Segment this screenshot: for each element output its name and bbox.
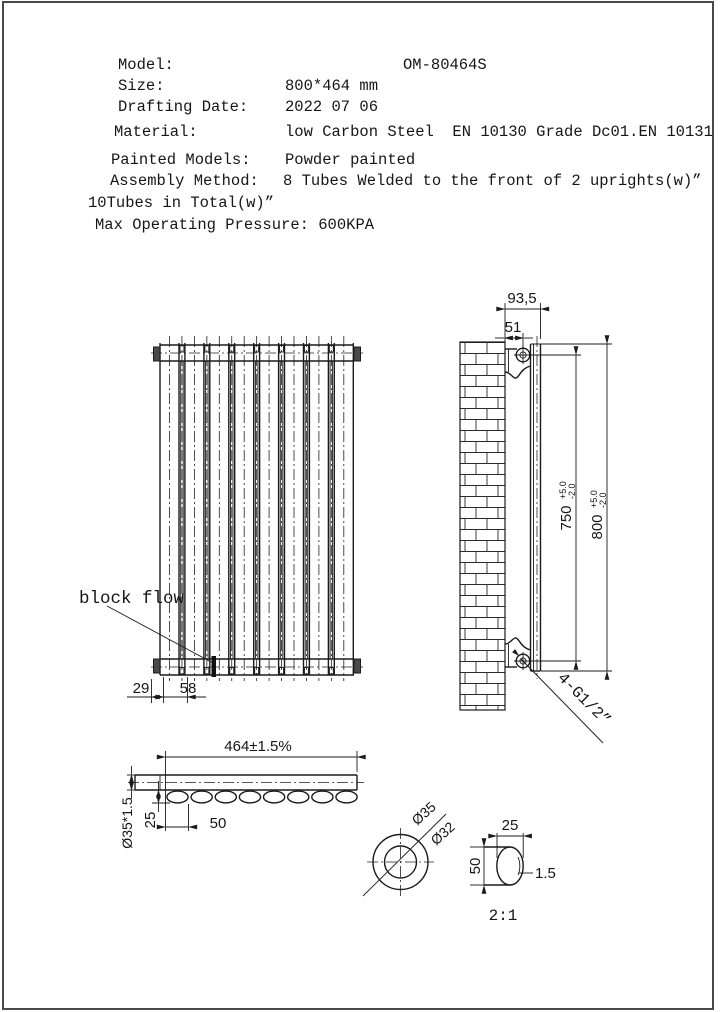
brick-wall [460,342,505,710]
dim-25-plan: 25 [142,811,159,829]
spec-value: low Carbon Steel EN 10130 Grade Dc01.EN 10131 [285,123,713,141]
spec-value: OM-80464S [403,56,487,74]
dim-dia-35: Ø35 [408,798,439,829]
spec-value: 800*464 mm [285,77,379,95]
side-view [460,290,614,743]
spec-label: Painted Models: [111,151,251,169]
spec-value: Powder painted [285,151,416,169]
dim-dia-32: Ø32 [427,818,458,849]
spec-label: Size: [118,77,165,95]
dim-25-oval: 25 [501,817,519,834]
dim-800: 800 [589,514,606,540]
spec-label: Model: [118,56,174,74]
dim-29: 29 [132,680,150,697]
plan-upright-dim [119,766,136,849]
dim-750-tol-minus: -2.0 [567,483,577,499]
detail-oval-section [467,817,556,925]
plan-pitch-dim [166,804,227,832]
dim-50-oval: 50 [467,857,484,875]
dim-750-tol-plus: +5.0 [558,481,568,499]
side-top-dims [495,290,541,349]
end-cap-bottom-left [154,659,161,673]
plan-view [119,738,364,849]
end-cap-top-right [354,347,361,361]
dim-1-5-wall: 1.5 [535,865,556,882]
spec-label: 10Tubes in Total(w)” [88,194,275,212]
flow-blocker-mark [212,656,217,677]
end-cap-bottom-right [354,659,361,673]
spec-value: 2022 07 06 [285,98,379,116]
spec-label: Max Operating Pressure: 600KPA [95,216,375,234]
dim-connection: 4-G1/2” [553,669,614,730]
wall-bracket-top [505,346,532,378]
detail-scale-label: 2:1 [488,907,518,925]
detail-circle-section [363,798,458,896]
wall-bracket-bottom [505,638,532,670]
side-tube-profile [531,336,541,679]
dim-tube-spec: Ø35*1.5 [119,797,135,849]
spec-label: Drafting Date: [118,98,249,116]
dim-464: 464±1.5% [224,738,292,755]
front-bottom-dims [127,677,206,703]
block-flow-label: block flow [79,589,185,609]
dim-50-plan: 50 [209,815,227,832]
dim-51: 51 [504,319,522,336]
spec-label: Assembly Method: [110,172,259,190]
plan-header-bar [128,775,364,790]
dim-800-tol-plus: +5.0 [589,490,599,508]
connection-callout [512,649,614,743]
plan-width-dim [166,738,358,831]
radiator-tubes [160,336,353,681]
dim-93-5: 93,5 [507,290,537,307]
dim-800-tol-minus: -2.0 [598,492,608,508]
side-height-dims [529,344,612,671]
plan-tube-ellipses [167,791,357,803]
front-view [79,336,363,703]
dim-58: 58 [179,680,197,697]
dim-750: 750 [558,505,575,531]
spec-value: 8 Tubes Welded to the front of 2 uprights(w)” [283,172,702,190]
end-cap-top-left [154,347,161,361]
spec-label: Material: [114,123,198,141]
